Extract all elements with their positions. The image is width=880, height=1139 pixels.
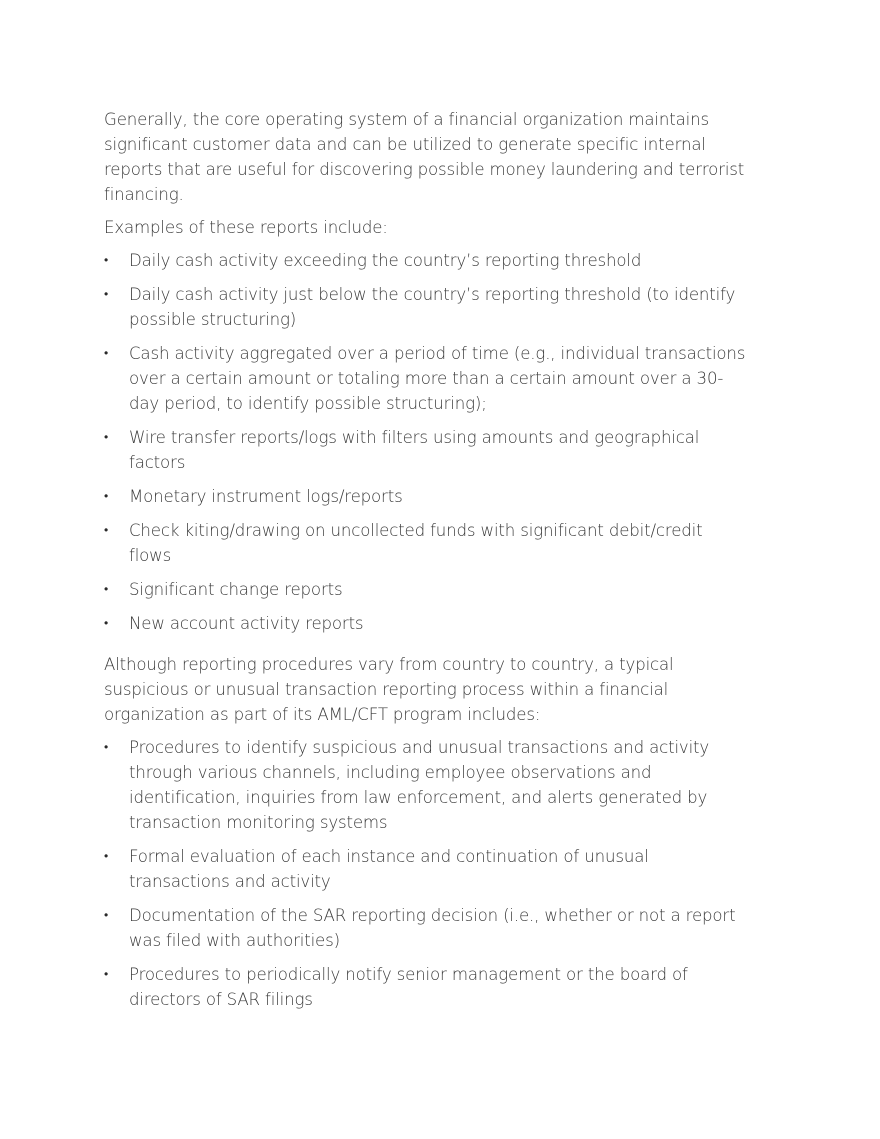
report-examples-list bbox=[104, 248, 749, 636]
list-item-text: Daily cash activity just below the country’s reporting threshold (to identify possible structuring) bbox=[129, 285, 736, 329]
bullet-icon: • bbox=[104, 582, 109, 596]
list-item bbox=[104, 425, 749, 475]
bullet-icon: • bbox=[104, 346, 109, 360]
list-item bbox=[104, 903, 749, 953]
bullet-icon: • bbox=[104, 967, 109, 981]
document-page bbox=[104, 107, 749, 1021]
list-item-text: Procedures to identify suspicious and unusual transactions and activity through various channels, including employee observations and identification, inquiries from law enforcement, and alerts generated by transaction monitoring systems bbox=[129, 738, 710, 832]
process-paragraph: Although reporting procedures vary from country to country, a typical suspicious or unusual transaction reporting process within a financial organization as part of its AML/CFT program includes: bbox=[104, 655, 674, 724]
bullet-icon: • bbox=[104, 489, 109, 503]
bullet-icon: • bbox=[104, 616, 109, 630]
list-item-text: Formal evaluation of each instance and continuation of unusual transactions and activity bbox=[129, 847, 649, 891]
list-item bbox=[104, 341, 749, 416]
list-item bbox=[104, 282, 749, 332]
bullet-icon: • bbox=[104, 523, 109, 537]
list-item bbox=[104, 518, 749, 568]
list-item bbox=[104, 248, 749, 273]
list-item-text: Daily cash activity exceeding the country’s reporting threshold bbox=[129, 251, 642, 270]
bullet-icon: • bbox=[104, 740, 109, 754]
list-item-text: New account activity reports bbox=[129, 614, 364, 633]
bullet-icon: • bbox=[104, 849, 109, 863]
list-item bbox=[104, 962, 749, 1012]
list-item-text: Check kiting/drawing on uncollected funds with significant debit/credit flows bbox=[129, 521, 703, 565]
list-item-text: Procedures to periodically notify senior management or the board of directors of SAR filings bbox=[129, 965, 688, 1009]
list-item bbox=[104, 611, 749, 636]
list-item-text: Monetary instrument logs/reports bbox=[129, 487, 403, 506]
list-item-text: Documentation of the SAR reporting decision (i.e., whether or not a report was filed with authorities) bbox=[129, 906, 736, 950]
list-item bbox=[104, 735, 749, 835]
list-item-text: Cash activity aggregated over a period of time (e.g., individual transactions over a certain amount or totaling more than a certain amount over a 30-day period, to identify possible structuring); bbox=[129, 344, 746, 413]
bullet-icon: • bbox=[104, 430, 109, 444]
bullet-icon: • bbox=[104, 908, 109, 922]
list-item bbox=[104, 844, 749, 894]
list-item-text: Wire transfer reports/logs with filters using amounts and geographical factors bbox=[129, 428, 700, 472]
process-items-list bbox=[104, 735, 749, 1012]
list-item bbox=[104, 484, 749, 509]
intro-paragraph: Generally, the core operating system of a financial organization maintains significant customer data and can be utilized to generate specific internal reports that are useful for discovering possible money laundering and terrorist financing. bbox=[104, 110, 745, 204]
examples-intro: Examples of these reports include: bbox=[104, 218, 388, 237]
list-item bbox=[104, 577, 749, 602]
list-item-text: Significant change reports bbox=[129, 580, 343, 599]
bullet-icon: • bbox=[104, 287, 109, 301]
bullet-icon: • bbox=[104, 253, 109, 267]
